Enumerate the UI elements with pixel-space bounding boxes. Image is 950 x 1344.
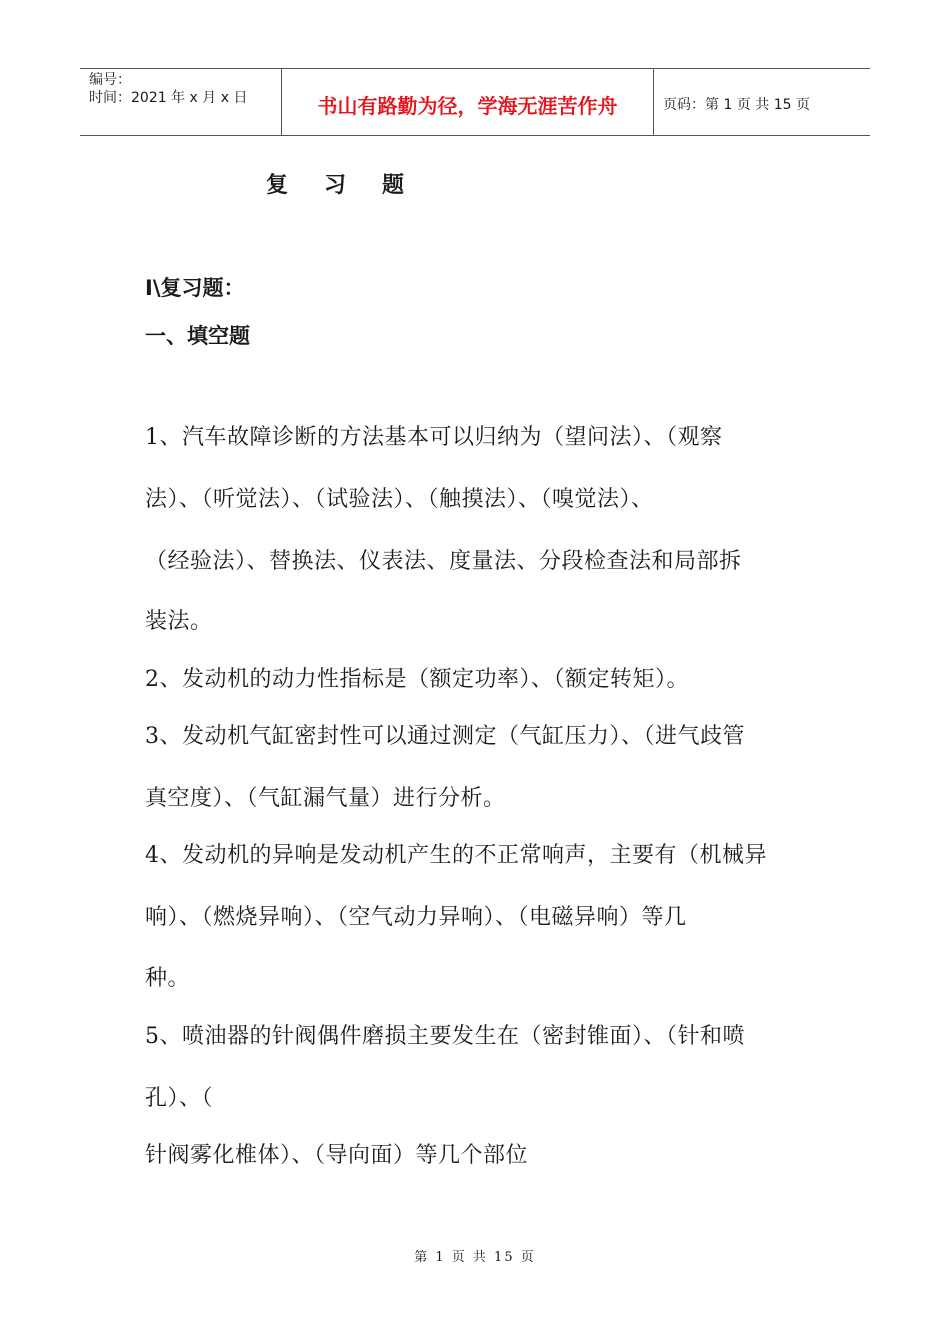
- text-line: 法）、（听觉法）、（试验法）、（触摸法）、（嗅觉法）、: [145, 487, 654, 512]
- document-title: 复习题: [266, 173, 441, 198]
- text-line: 孔）、（: [145, 1086, 214, 1111]
- text-line: 种。: [145, 966, 191, 991]
- header-meta: [80, 69, 281, 135]
- time-label: 时间：2021 年 x 月 x 日: [89, 90, 248, 106]
- subsection-heading: 一、填空题: [145, 324, 250, 348]
- text-line: 1、汽车故障诊断的方法基本可以归纳为（望问法）、（观察: [145, 425, 723, 450]
- header-page-info: 页码：第 1 页 共 15 页: [663, 97, 810, 113]
- text-line: 5、喷油器的针阀偶件磨损主要发生在（密封锥面）、（针和喷: [145, 1024, 745, 1049]
- text-line: 装法。: [145, 609, 213, 634]
- text-line: 3、发动机气缸密封性可以通过测定（气缸压力）、（进气歧管: [145, 724, 745, 749]
- section-heading: I\复习题：: [145, 276, 245, 300]
- text-line: 响）、（燃烧异响）、（空气动力异响）、（电磁异响）等几: [145, 905, 687, 930]
- header-motto: 书山有路勤为径，学海无涯苦作舟: [281, 69, 654, 135]
- text-line: （经验法）、替换法、仪表法、度量法、分段检查法和局部拆: [145, 549, 742, 574]
- page-footer: 第 1 页 共 15 页: [414, 1250, 536, 1265]
- text-line: 4、发动机的异响是发动机产生的不正常响声，主要有（机械异: [145, 843, 767, 868]
- number-label: 编号：: [89, 72, 131, 88]
- text-line: 真空度）、（气缸漏气量）进行分析。: [145, 786, 506, 811]
- text-line: 针阀雾化椎体）、（导向面）等几个部位: [145, 1143, 529, 1168]
- page-header: [80, 68, 870, 136]
- text-line: 2、发动机的动力性指标是（额定功率）、（额定转矩）。: [145, 667, 689, 692]
